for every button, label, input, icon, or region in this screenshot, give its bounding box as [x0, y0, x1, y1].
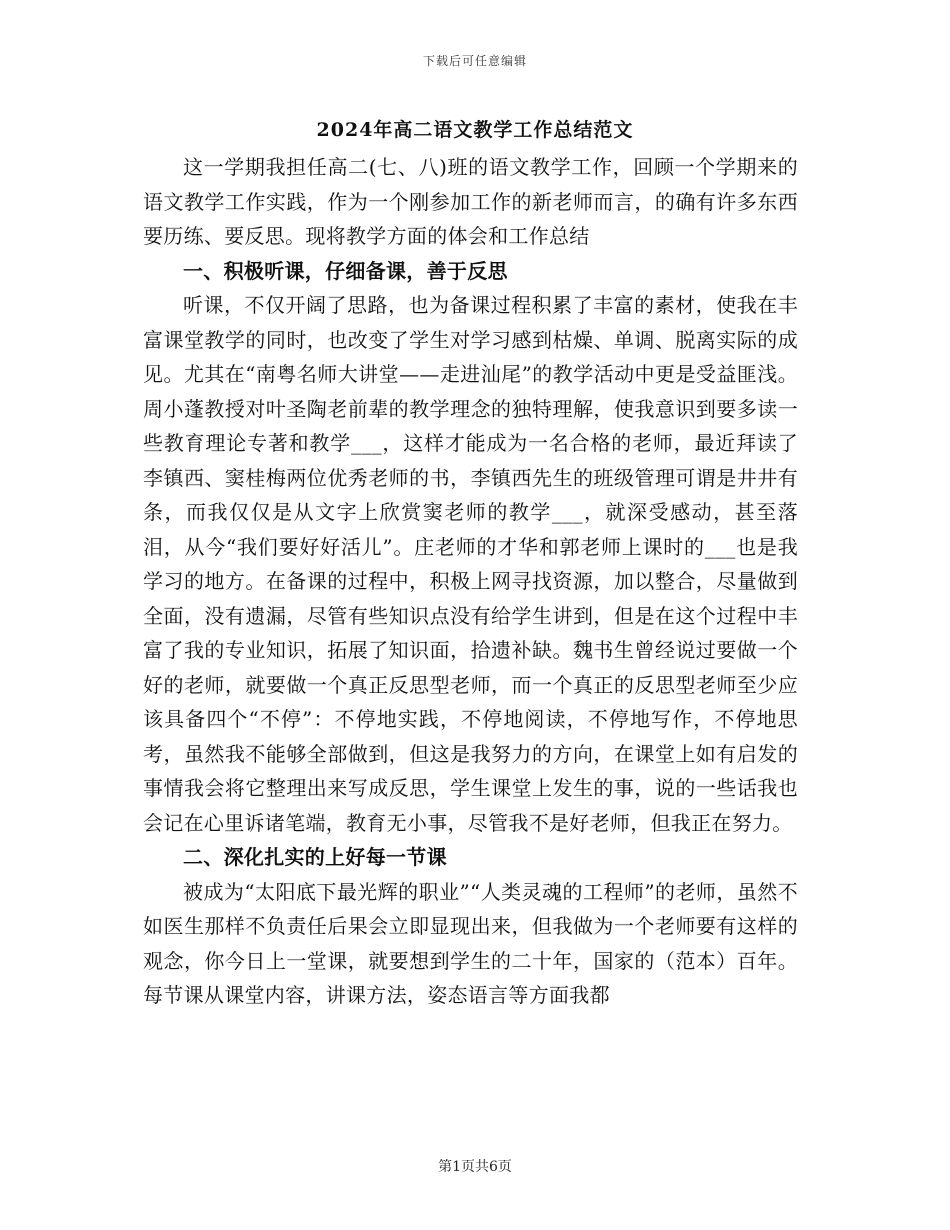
section-1-heading: 一、积极听课，仔细备课，善于反思 [183, 258, 508, 283]
section-1-paragraph: 听课，不仅开阔了思路，也为备课过程积累了丰富的素材，使我在丰富课堂教学的同时，也改变了学生对学习感到枯燥、单调、脱离实际的成见。尤其在“南粤名师大讲堂——走进汕尾”的教学活动中更是受益匪浅。周小蓬教授对叶圣陶老前辈的教学理念的独特理解，使我意识到要多读一些教育理论专著和教学___，这样才能成为一名合格的老师，最近拜读了李镇西、窦桂梅两位优秀老师的书，李镇西先生的班级管理可谓是井井有条，而我仅仅是从文字上欣赏窦老师的教学___，就深受感动，甚至落泪，从今“我们要好好活儿”。庄老师的才华和郭老师上课时的___也是我学习的地方。在备课的过程中，积极上网寻找资源，加以整合，尽量做到全面，没有遗漏，尽管有些知识点没有给学生讲到，但是在这个过程中丰富了我的专业知识，拓展了知识面，拾遗补缺。魏书生曾经说过要做一个好的老师，就要做一个真正反思型老师，而一个真正的反思型老师至少应该具备四个“不停”：不停地实践，不停地阅读，不停地写作，不停地思考，虽然我不能够全部做到，但这是我努力的方向，在课堂上如有启发的事情我会将它整理出来写成反思，学生课堂上发生的事，说的一些话我也会记在心里诉诸笔端，教育无小事，尽管我不是好老师，但我正在努力。 [143, 293, 798, 835]
section-2-paragraph: 被成为“太阳底下最光辉的职业”“人类灵魂的工程师”的老师，虽然不如医生那样不负责任后果会立即显现出来，但我做为一个老师要有这样的观念，你今日上一堂课，就要想到学生的二十年，国家的（范本）百年。每节课从课堂内容，讲课方法，姿态语言等方面我都 [143, 879, 798, 1007]
document-body [143, 150, 798, 1013]
section-2-heading: 二、深化扎实的上好每一节课 [183, 845, 447, 869]
page-header-note: 下载后可任意编辑 [422, 54, 527, 68]
page-number-footer: 第1页共6页 [438, 1159, 512, 1175]
document-title: 2024年高二语文教学工作总结范文 [316, 119, 634, 141]
intro-paragraph: 这一学期我担任高二(七、八)班的语文教学工作，回顾一个学期来的语文教学工作实践，作为一个刚参加工作的新老师而言，的确有许多东西要历练、要反思。现将教学方面的体会和工作总结 [143, 155, 798, 248]
